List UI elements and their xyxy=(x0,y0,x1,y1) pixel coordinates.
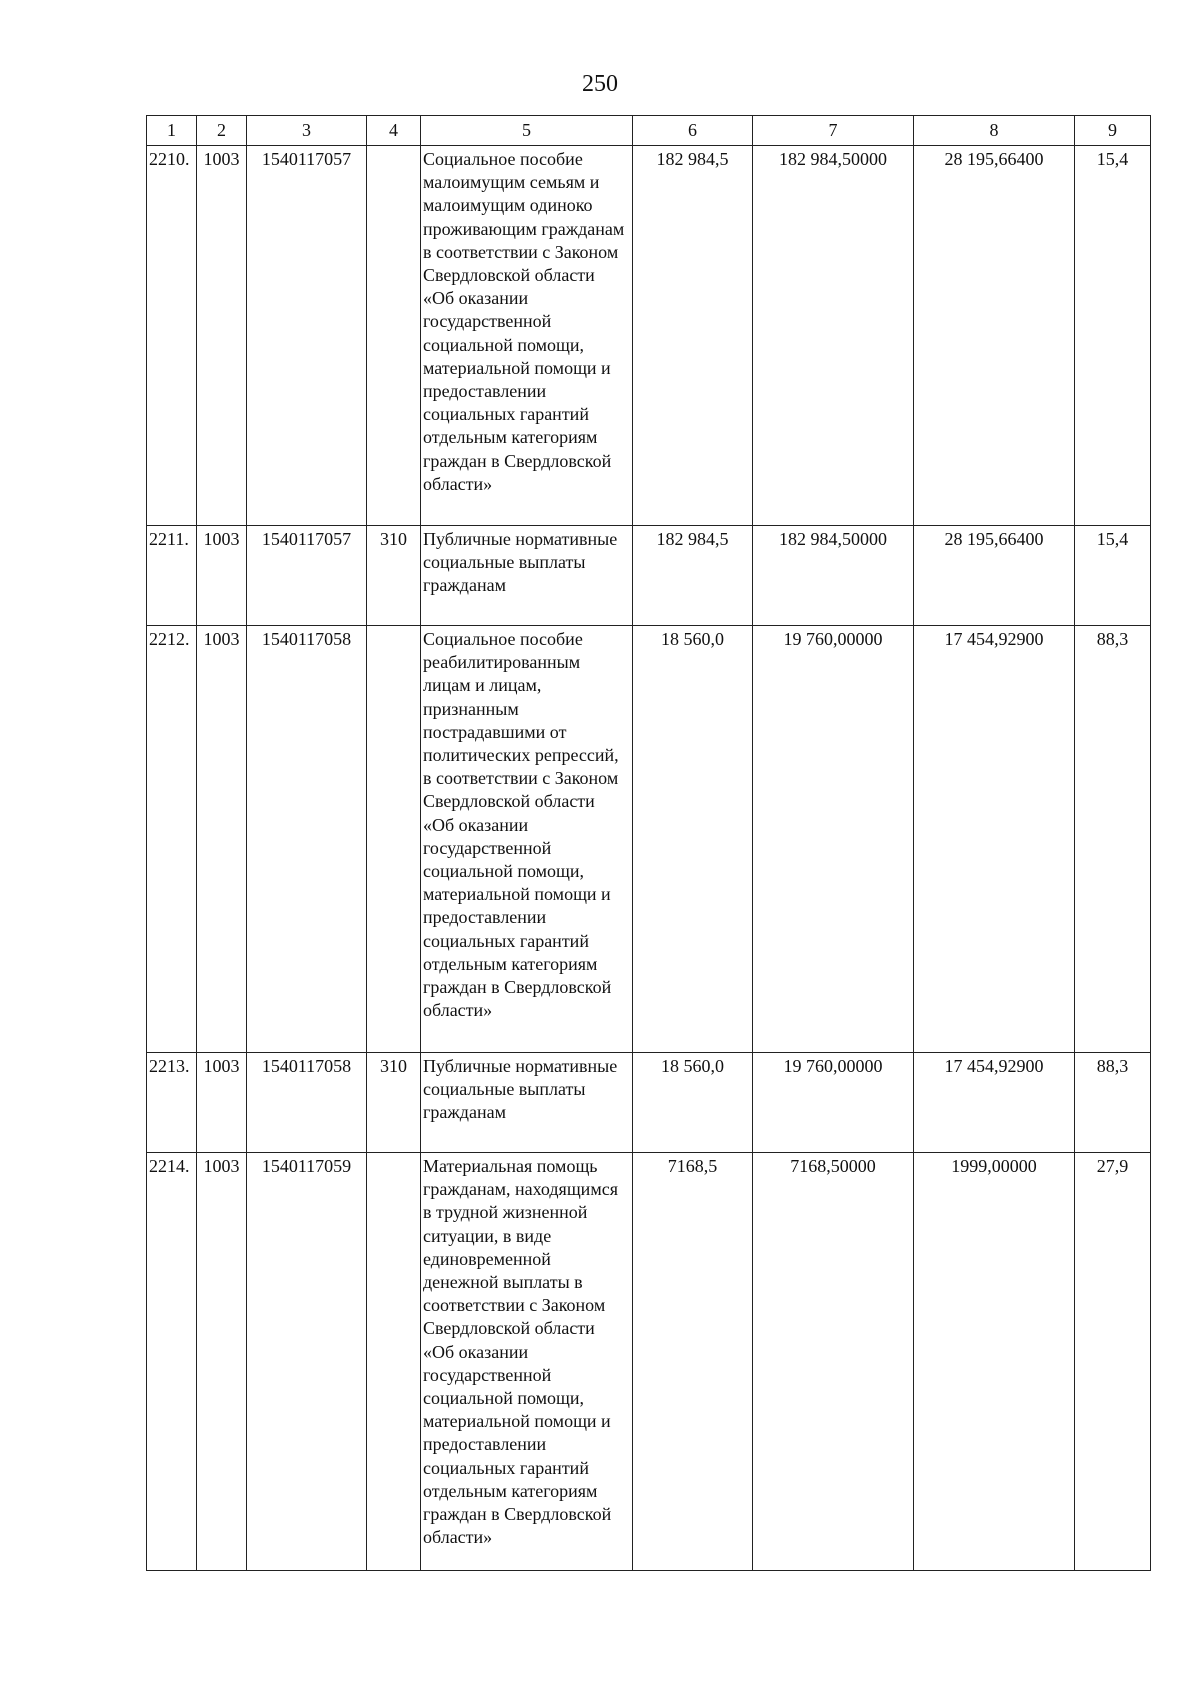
table-row xyxy=(147,626,1151,1053)
execution-percent: 88,3 xyxy=(1075,1053,1151,1153)
expense-type-code: 310 xyxy=(367,526,421,626)
approved-amount: 7168,5 xyxy=(633,1153,753,1571)
planned-amount: 182 984,50000 xyxy=(753,526,914,626)
row-number: 2212. xyxy=(147,626,197,1053)
table-row xyxy=(147,1153,1151,1571)
item-name: Публичные нормативные социальные выплаты гражданам xyxy=(421,526,633,626)
table-row xyxy=(147,526,1151,626)
page-number: 250 xyxy=(582,71,618,97)
section-code: 1003 xyxy=(197,1053,247,1153)
item-name: Материальная помощь гражданам, находящимся в трудной жизненной ситуации, в виде единовременной денежной выплаты в соответствии с Законом Свердловской области «Об оказании государственной социальной помощи, материальной помощи и предоставлении социальных гарантий отдельным категориям граждан в Свердловской области» xyxy=(421,1153,633,1571)
expense-type-code xyxy=(367,146,421,526)
header-cell: 2 xyxy=(197,116,247,146)
header-cell: 5 xyxy=(421,116,633,146)
execution-percent: 27,9 xyxy=(1075,1153,1151,1571)
item-name: Социальное пособие малоимущим семьям и малоимущим одиноко проживающим гражданам в соответствии с Законом Свердловской области «Об оказании государственной социальной помощи, материальной помощи и предоставлении социальных гарантий отдельным категориям граждан в Свердловской области» xyxy=(421,146,633,526)
section-code: 1003 xyxy=(197,526,247,626)
header-cell: 1 xyxy=(147,116,197,146)
target-article-code: 1540117058 xyxy=(247,626,367,1053)
expense-type-code xyxy=(367,1153,421,1571)
planned-amount: 19 760,00000 xyxy=(753,626,914,1053)
header-cell: 9 xyxy=(1075,116,1151,146)
execution-percent: 15,4 xyxy=(1075,526,1151,626)
header-cell: 4 xyxy=(367,116,421,146)
table-header-row xyxy=(147,116,1151,146)
target-article-code: 1540117057 xyxy=(247,526,367,626)
item-name: Публичные нормативные социальные выплаты гражданам xyxy=(421,1053,633,1153)
budget-table xyxy=(146,115,1151,1571)
executed-amount: 1999,00000 xyxy=(914,1153,1075,1571)
approved-amount: 18 560,0 xyxy=(633,626,753,1053)
section-code: 1003 xyxy=(197,1153,247,1571)
approved-amount: 182 984,5 xyxy=(633,146,753,526)
section-code: 1003 xyxy=(197,626,247,1053)
header-cell: 7 xyxy=(753,116,914,146)
row-number: 2210. xyxy=(147,146,197,526)
row-number: 2211. xyxy=(147,526,197,626)
approved-amount: 182 984,5 xyxy=(633,526,753,626)
section-code: 1003 xyxy=(197,146,247,526)
expense-type-code xyxy=(367,626,421,1053)
planned-amount: 19 760,00000 xyxy=(753,1053,914,1153)
approved-amount: 18 560,0 xyxy=(633,1053,753,1153)
header-cell: 3 xyxy=(247,116,367,146)
executed-amount: 28 195,66400 xyxy=(914,526,1075,626)
item-name: Социальное пособие реабилитированным лицам и лицам, признанным пострадавшими от политических репрессий, в соответствии с Законом Свердловской области «Об оказании государственной социальной помощи, материальной помощи и предоставлении социальных гарантий отдельным категориям граждан в Свердловской области» xyxy=(421,626,633,1053)
header-cell: 8 xyxy=(914,116,1075,146)
execution-percent: 88,3 xyxy=(1075,626,1151,1053)
header-cell: 6 xyxy=(633,116,753,146)
executed-amount: 17 454,92900 xyxy=(914,626,1075,1053)
table-row xyxy=(147,1053,1151,1153)
planned-amount: 7168,50000 xyxy=(753,1153,914,1571)
target-article-code: 1540117058 xyxy=(247,1053,367,1153)
row-number: 2214. xyxy=(147,1153,197,1571)
execution-percent: 15,4 xyxy=(1075,146,1151,526)
expense-type-code: 310 xyxy=(367,1053,421,1153)
row-number: 2213. xyxy=(147,1053,197,1153)
target-article-code: 1540117059 xyxy=(247,1153,367,1571)
executed-amount: 28 195,66400 xyxy=(914,146,1075,526)
target-article-code: 1540117057 xyxy=(247,146,367,526)
executed-amount: 17 454,92900 xyxy=(914,1053,1075,1153)
table-row xyxy=(147,146,1151,526)
planned-amount: 182 984,50000 xyxy=(753,146,914,526)
